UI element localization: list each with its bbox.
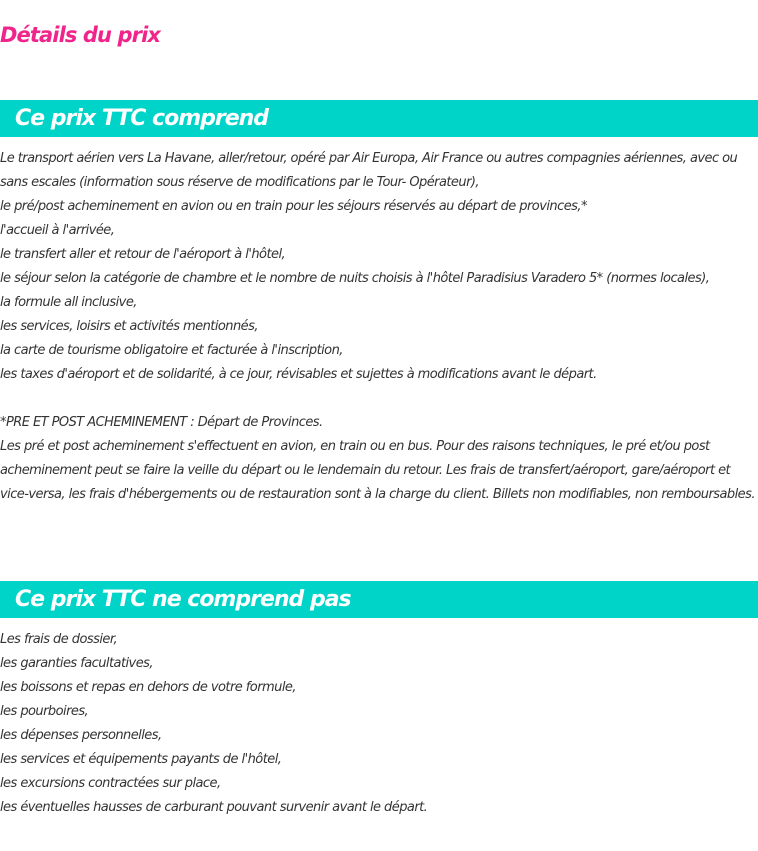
list-item: Les frais de dossier,	[0, 632, 118, 647]
list-item: les pourboires,	[0, 704, 89, 719]
list-item: les services, loisirs et activités mentionnés,	[0, 319, 258, 334]
list-item: l'accueil à l'arrivée,	[0, 223, 115, 238]
included-heading: Ce prix TTC comprend	[15, 106, 269, 131]
note-text: Les pré et post acheminement s'effectuent en avion, en train ou en bus. Pour des raisons techniques, le pré et/ou post acheminement peut se faire la veille du départ ou le lendemain du retour. Les frais de transfert/aéroport, gare/aéroport et vice-versa, les frais d'hébergements ou de restauration sont à la charge du client. Billets non modifiables, non remboursables.	[0, 439, 755, 502]
excluded-list	[0, 628, 758, 820]
spacer	[0, 387, 758, 411]
list-item: les éventuelles hausses de carburant pouvant survenir avant le départ.	[0, 800, 428, 815]
page-title: Détails du prix	[0, 23, 161, 47]
list-item: les dépenses personnelles,	[0, 728, 162, 743]
included-section-header	[0, 100, 758, 137]
list-item: Le transport aérien vers La Havane, aller/retour, opéré par Air Europa, Air France ou autres compagnies aériennes, avec ou sans escales (information sous réserve de modifications par le Tour- Opérateur),	[0, 151, 738, 190]
note-title: *PRE ET POST ACHEMINEMENT : Départ de Provinces.	[0, 415, 323, 430]
list-item: les services et équipements payants de l'hôtel,	[0, 752, 282, 767]
included-list	[0, 147, 758, 507]
excluded-section-header	[0, 581, 758, 618]
list-item: les excursions contractées sur place,	[0, 776, 221, 791]
list-item: les garanties facultatives,	[0, 656, 153, 671]
list-item: la carte de tourisme obligatoire et facturée à l'inscription,	[0, 343, 343, 358]
excluded-heading: Ce prix TTC ne comprend pas	[15, 587, 351, 612]
list-item: le pré/post acheminement en avion ou en train pour les séjours réservés au départ de provinces,*	[0, 199, 587, 214]
list-item: les taxes d'aéroport et de solidarité, à ce jour, révisables et sujettes à modifications avant le départ.	[0, 367, 597, 382]
list-item: le transfert aller et retour de l'aéroport à l'hôtel,	[0, 247, 286, 262]
list-item: le séjour selon la catégorie de chambre et le nombre de nuits choisis à l'hôtel Paradisius Varadero 5* (normes locales),	[0, 271, 710, 286]
list-item: les boissons et repas en dehors de votre formule,	[0, 680, 296, 695]
list-item: la formule all inclusive,	[0, 295, 137, 310]
